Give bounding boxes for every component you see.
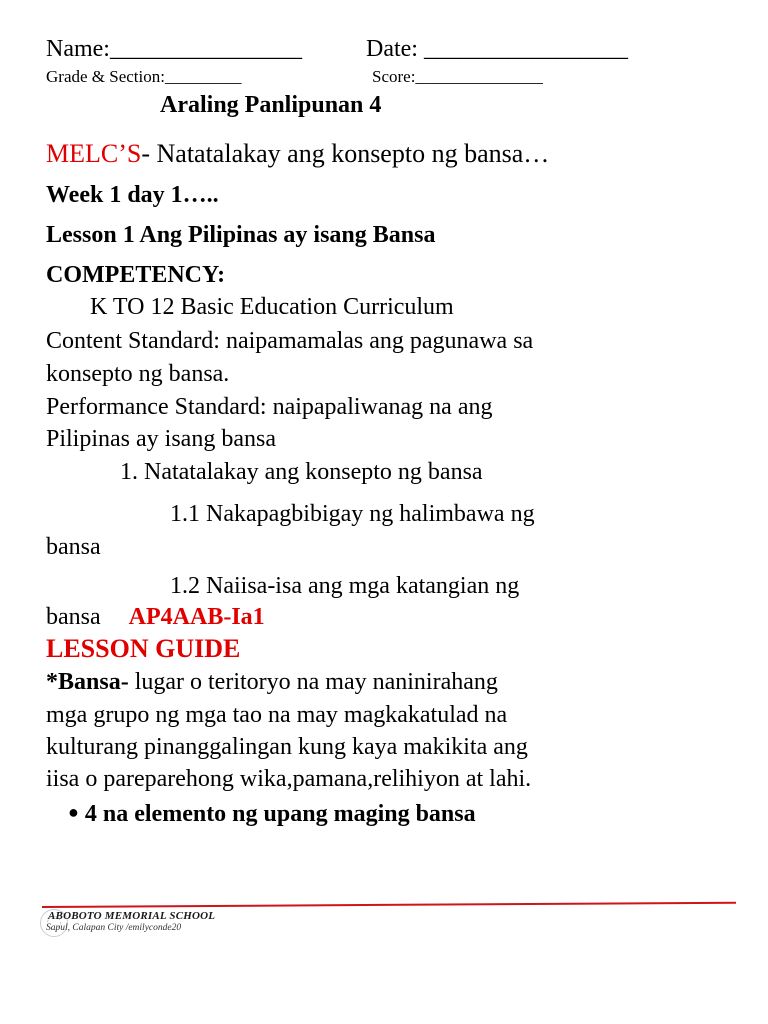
bullet-icon: ● [68, 802, 79, 822]
melcs-text: - Natatalakay ang konsepto ng bansa… [141, 139, 550, 168]
bansa-definition-line-3: kulturang pinanggalingan kung kaya makikita ang [46, 734, 528, 760]
competency-item-1-1: 1.1 Nakapagbibigay ng halimbawa ng [170, 501, 535, 527]
score-label: Score:_______________ [372, 67, 543, 86]
bansa-definition-line-4: iisa o pareparehong wika,pamana,relihiyon at lahi. [46, 766, 532, 792]
content-standard-line-2: konsepto ng bansa. [46, 361, 230, 387]
week-heading: Week 1 day 1….. [46, 182, 219, 208]
elements-bullet-text: 4 na elemento ng upang maging bansa [84, 801, 476, 827]
competency-item-1-2-cont [46, 604, 265, 631]
content-standard-line-1: Content Standard: naipamamalas ang pagunawa sa [46, 328, 534, 354]
lesson-guide-heading: LESSON GUIDE [46, 634, 241, 663]
footer-school-name: ABOBOTO MEMORIAL SCHOOL [48, 910, 216, 922]
performance-standard-line-2: Pilipinas ay isang bansa [46, 426, 276, 452]
competency-item-1-1-cont: bansa [46, 534, 101, 560]
bansa-definition-line-2: mga grupo ng mga tao na may magkakatulad na [46, 702, 508, 728]
performance-standard-line-1: Performance Standard: naipapaliwanag na ang [46, 394, 493, 420]
footer-address: Sapul, Calapan City /emilyconde20 [46, 923, 182, 933]
elements-bullet [68, 801, 476, 828]
bansa-term: *Bansa- [46, 669, 129, 695]
melcs-line [46, 139, 549, 169]
competency-item-1-2-word: bansa [46, 604, 101, 630]
competency-item-1: 1. Natatalakay ang konsepto ng bansa [120, 459, 483, 485]
footer-rule [42, 902, 736, 908]
curriculum-line: K TO 12 Basic Education Curriculum [90, 294, 454, 320]
grade-section-label: Grade & Section:_________ [46, 67, 242, 86]
bansa-definition-line-1 [46, 669, 498, 696]
name-field-label: Name:________________ [46, 36, 302, 62]
bansa-def-1: lugar o teritoryo na may naninirahang [128, 669, 498, 695]
subject-title: Araling Panlipunan 4 [160, 92, 382, 118]
competency-item-1-2: 1.2 Naiisa-isa ang mga katangian ng [170, 573, 520, 599]
competency-code: AP4AAB-Ia1 [128, 604, 265, 630]
melcs-label: MELC’S [46, 139, 142, 168]
competency-heading: COMPETENCY: [46, 262, 226, 288]
lesson-heading: Lesson 1 Ang Pilipinas ay isang Bansa [46, 222, 436, 248]
date-field-label: Date: _________________ [366, 36, 628, 62]
